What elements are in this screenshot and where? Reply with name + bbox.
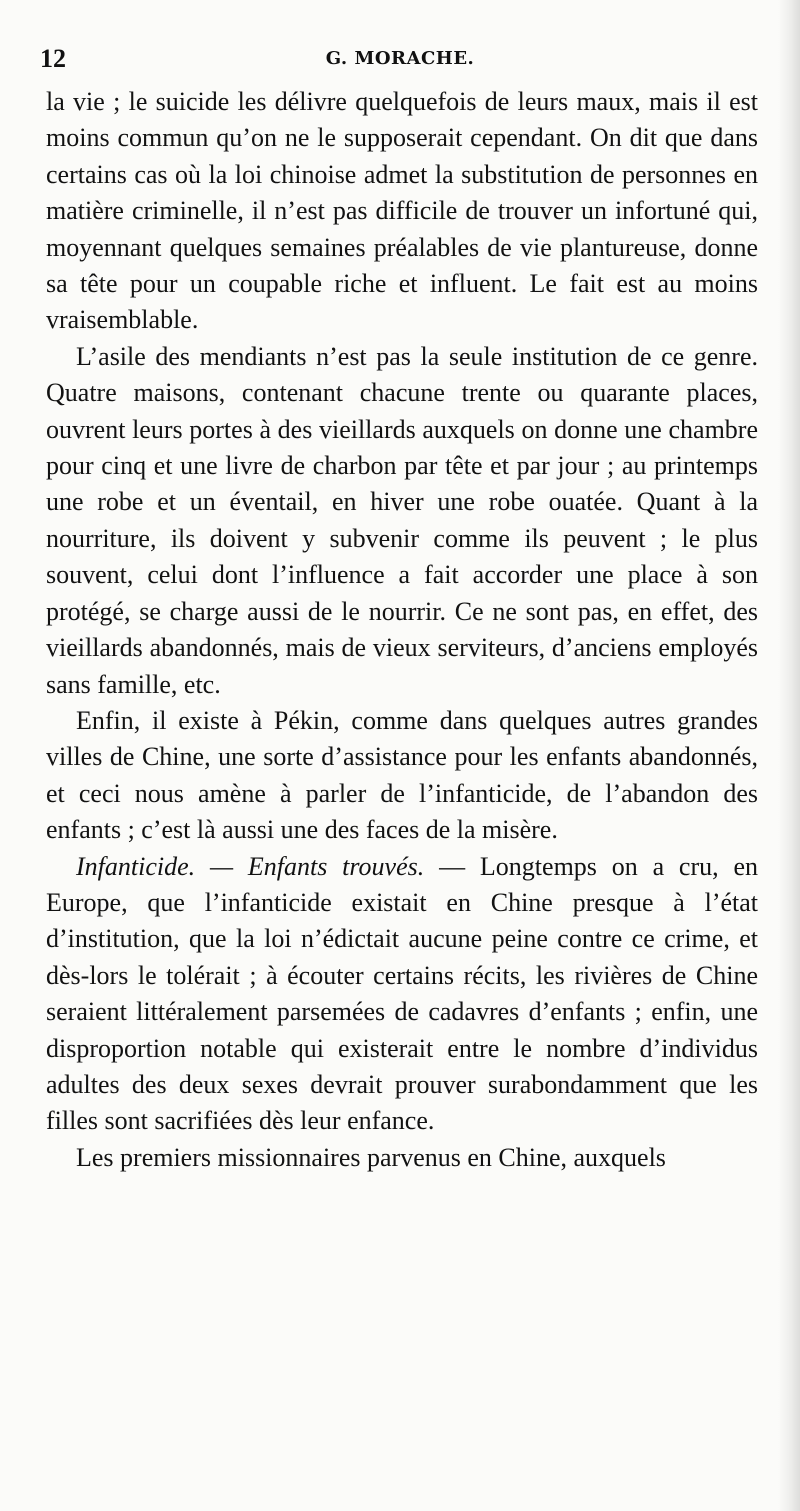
page-header: [40, 44, 760, 78]
section-heading: Infanticide. — Enfants trouvés.: [76, 851, 425, 881]
paragraph-4-text: — Longtemps on a cru, en Europe, que l’infanticide existait en Chine presque à l’état d’institution, que la loi n’édictait aucune peine contre ce crime, et dès-lors le tolérait ; à écouter certains récits, les rivières de Chine seraient littéralement parsemées de cadavres d’enfants ; enfin, une disproportion notable qui existerait entre le nombre d’individus adultes des deux sexes devrait prouver surabondamment que les filles sont sacrifiées dès leur enfance.: [46, 851, 758, 1136]
paragraph-5: Les premiers missionnaires parvenus en Chine, auxquels: [76, 1142, 666, 1172]
paragraph-2: L’asile des mendiants n’est pas la seule institution de ce genre. Quatre maisons, contenant chacune trente ou quarante places, ouvrent leurs portes à des vieillards auxquels on donne une chambre pour cinq et une livre de charbon par tête et par jour ; au printemps une robe et un éventail, en hiver une robe ouatée. Quant à la nourriture, ils doivent y subvenir comme ils peuvent ; le plus souvent, celui dont l’influence a fait accorder une place à son protégé, se charge aussi de le nourrir. Ce ne sont pas, en effet, des vieillards abandonnés, mais de vieux serviteurs, d’anciens employés sans famille, etc.: [46, 341, 758, 699]
paragraph-4: [46, 849, 758, 1140]
paragraph-3: Enfin, il existe à Pékin, comme dans quelques autres grandes villes de Chine, une sorte d’assistance pour les enfants abandonnés, et ceci nous amène à parler de l’infanticide, de l’abandon des enfants ; c’est là aussi une des faces de la misère.: [46, 705, 758, 845]
paragraph-1: la vie ; le suicide les délivre quelquefois de leurs maux, mais il est moins commun qu’on ne le supposerait cependant. On dit que dans certains cas où la loi chinoise admet la substitution de personnes en matière criminelle, il n’est pas difficile de trouver un infortuné qui, moyennant quelques semaines préalables de vie plantureuse, donne sa tête pour un coupable riche et influent. Le fait est au moins vraisemblable.: [46, 87, 758, 335]
running-head: G. MORACHE.: [325, 48, 475, 69]
body-text: [46, 84, 758, 1176]
page-number: 12: [40, 44, 66, 73]
page-edge-shadow: [778, 0, 800, 1511]
